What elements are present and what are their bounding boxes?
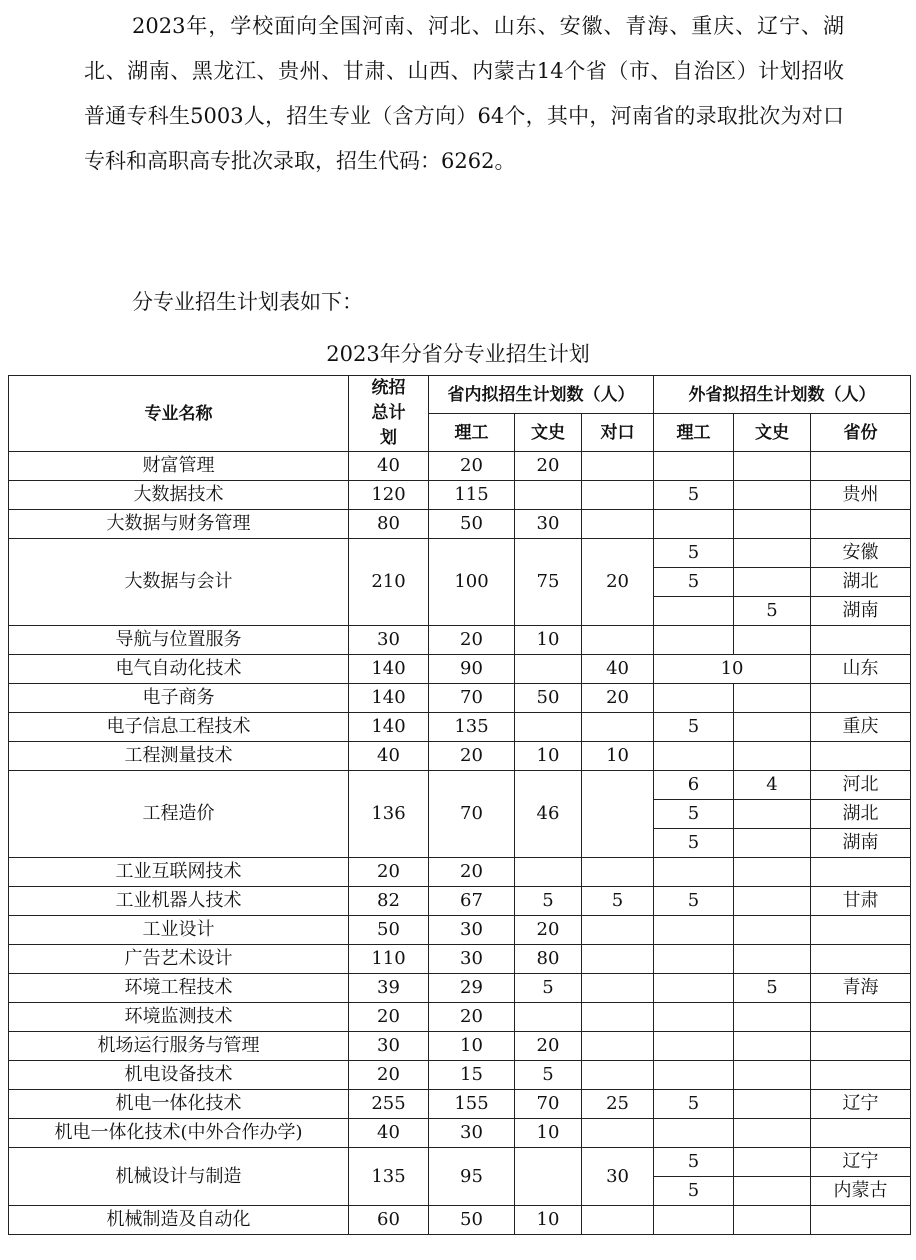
- in-vocational-cell: [582, 1119, 654, 1148]
- header-province: 省份: [811, 414, 911, 452]
- province-cell: 湖南: [811, 597, 911, 626]
- in-science-cell: 90: [429, 655, 515, 684]
- province-cell: [811, 684, 911, 713]
- out-liberal-cell: [734, 742, 811, 771]
- table-row: [9, 713, 911, 742]
- in-science-cell: 135: [429, 713, 515, 742]
- province-cell: 山东: [811, 655, 911, 684]
- major-name-cell: 工程测量技术: [9, 742, 349, 771]
- province-cell: 湖北: [811, 568, 911, 597]
- header-out-liberal: 文史: [734, 414, 811, 452]
- in-science-cell: 29: [429, 974, 515, 1003]
- in-vocational-cell: 20: [582, 684, 654, 713]
- in-vocational-cell: [582, 713, 654, 742]
- out-liberal-cell: 5: [734, 597, 811, 626]
- out-science-cell: 5: [654, 887, 734, 916]
- province-cell: 安徽: [811, 539, 911, 568]
- table-row: [9, 887, 911, 916]
- header-science: 理工: [429, 414, 515, 452]
- in-science-cell: 30: [429, 916, 515, 945]
- out-liberal-cell: [734, 452, 811, 481]
- out-liberal-cell: [734, 481, 811, 510]
- province-cell: 辽宁: [811, 1090, 911, 1119]
- table-row: [9, 1032, 911, 1061]
- total-plan-cell: 39: [349, 974, 429, 1003]
- in-science-cell: 20: [429, 858, 515, 887]
- total-plan-cell: 140: [349, 684, 429, 713]
- table-row: [9, 626, 911, 655]
- intro-paragraph: [84, 4, 844, 184]
- in-vocational-cell: [582, 974, 654, 1003]
- total-plan-cell: 60: [349, 1206, 429, 1235]
- province-cell: [811, 1061, 911, 1090]
- province-cell: [811, 452, 911, 481]
- major-name-cell: 大数据技术: [9, 481, 349, 510]
- out-liberal-cell: [734, 568, 811, 597]
- major-name-cell: 机电设备技术: [9, 1061, 349, 1090]
- major-name-cell: 机械设计与制造: [9, 1148, 349, 1206]
- in-liberal-cell: 5: [515, 974, 582, 1003]
- total-plan-cell: 20: [349, 1061, 429, 1090]
- major-name-cell: 机场运行服务与管理: [9, 1032, 349, 1061]
- out-liberal-cell: [734, 1061, 811, 1090]
- major-name-cell: 电子商务: [9, 684, 349, 713]
- major-name-cell: 工业机器人技术: [9, 887, 349, 916]
- table-row: [9, 1206, 911, 1235]
- in-science-cell: 115: [429, 481, 515, 510]
- total-plan-cell: 136: [349, 771, 429, 858]
- province-cell: [811, 1206, 911, 1235]
- in-vocational-cell: [582, 771, 654, 858]
- out-science-cell: [654, 974, 734, 1003]
- province-cell: 甘肃: [811, 887, 911, 916]
- out-liberal-cell: 5: [734, 974, 811, 1003]
- out-liberal-cell: [734, 1119, 811, 1148]
- in-vocational-cell: [582, 1032, 654, 1061]
- in-science-cell: 20: [429, 452, 515, 481]
- table-row: [9, 655, 911, 684]
- table-row: [9, 742, 911, 771]
- major-name-cell: 财富管理: [9, 452, 349, 481]
- out-science-cell: [654, 1003, 734, 1032]
- out-science-cell: 5: [654, 713, 734, 742]
- total-plan-cell: 40: [349, 1119, 429, 1148]
- total-plan-cell: 82: [349, 887, 429, 916]
- in-liberal-cell: 20: [515, 452, 582, 481]
- major-name-cell: 工程造价: [9, 771, 349, 858]
- total-plan-cell: 40: [349, 452, 429, 481]
- in-liberal-cell: 5: [515, 1061, 582, 1090]
- province-cell: 辽宁: [811, 1148, 911, 1177]
- out-science-cell: 5: [654, 1148, 734, 1177]
- in-vocational-cell: [582, 452, 654, 481]
- in-vocational-cell: [582, 916, 654, 945]
- in-liberal-cell: [515, 481, 582, 510]
- header-out-science: 理工: [654, 414, 734, 452]
- out-science-cell: [654, 1206, 734, 1235]
- table-row: [9, 481, 911, 510]
- table-row: [9, 452, 911, 481]
- in-science-cell: 20: [429, 742, 515, 771]
- out-liberal-cell: [734, 916, 811, 945]
- in-vocational-cell: 20: [582, 539, 654, 626]
- out-liberal-cell: [734, 887, 811, 916]
- in-vocational-cell: [582, 481, 654, 510]
- province-cell: 湖北: [811, 800, 911, 829]
- out-liberal-cell: [734, 1177, 811, 1206]
- in-vocational-cell: 10: [582, 742, 654, 771]
- province-cell: [811, 1119, 911, 1148]
- in-liberal-cell: 10: [515, 626, 582, 655]
- in-science-cell: 95: [429, 1148, 515, 1206]
- enrollment-plan-table: [8, 375, 911, 1235]
- out-science-cell: [654, 597, 734, 626]
- province-cell: [811, 626, 911, 655]
- out-liberal-cell: [734, 945, 811, 974]
- province-cell: [811, 916, 911, 945]
- in-science-cell: 30: [429, 945, 515, 974]
- in-liberal-cell: 5: [515, 887, 582, 916]
- province-cell: [811, 742, 911, 771]
- major-name-cell: 大数据与财务管理: [9, 510, 349, 539]
- out-liberal-cell: [734, 539, 811, 568]
- out-liberal-cell: [734, 800, 811, 829]
- header-major: 专业名称: [9, 376, 349, 452]
- out-science-cell: 5: [654, 481, 734, 510]
- out-liberal-cell: [734, 713, 811, 742]
- in-liberal-cell: 70: [515, 1090, 582, 1119]
- in-science-cell: 50: [429, 1206, 515, 1235]
- header-out-province: 外省拟招生计划数（人）: [654, 376, 911, 414]
- table-row: [9, 945, 911, 974]
- major-name-cell: 电气自动化技术: [9, 655, 349, 684]
- out-liberal-cell: [734, 626, 811, 655]
- out-science-cell: [654, 626, 734, 655]
- out-liberal-cell: 4: [734, 771, 811, 800]
- in-vocational-cell: 40: [582, 655, 654, 684]
- in-vocational-cell: 5: [582, 887, 654, 916]
- out-science-cell: [654, 452, 734, 481]
- table-row: [9, 858, 911, 887]
- in-science-cell: 20: [429, 626, 515, 655]
- header-vocational: 对口: [582, 414, 654, 452]
- out-science-cell: 5: [654, 1177, 734, 1206]
- out-liberal-cell: [734, 1003, 811, 1032]
- major-name-cell: 工业互联网技术: [9, 858, 349, 887]
- out-liberal-cell: [734, 684, 811, 713]
- table-row: [9, 916, 911, 945]
- in-vocational-cell: [582, 626, 654, 655]
- table-row: [9, 974, 911, 1003]
- in-science-cell: 70: [429, 771, 515, 858]
- out-science-cell: 5: [654, 829, 734, 858]
- province-cell: 贵州: [811, 481, 911, 510]
- in-science-cell: 100: [429, 539, 515, 626]
- header-total: 统招 总计 划: [349, 376, 429, 452]
- table-row: [9, 1119, 911, 1148]
- province-cell: [811, 510, 911, 539]
- in-vocational-cell: 30: [582, 1148, 654, 1206]
- total-plan-cell: 120: [349, 481, 429, 510]
- province-cell: 河北: [811, 771, 911, 800]
- table-row: [9, 1003, 911, 1032]
- out-science-cell: 5: [654, 800, 734, 829]
- major-name-cell: 环境监测技术: [9, 1003, 349, 1032]
- in-liberal-cell: [515, 655, 582, 684]
- in-liberal-cell: 30: [515, 510, 582, 539]
- major-name-cell: 广告艺术设计: [9, 945, 349, 974]
- out-science-cell: [654, 742, 734, 771]
- out-science-cell: [654, 1032, 734, 1061]
- in-science-cell: 67: [429, 887, 515, 916]
- in-liberal-cell: 10: [515, 1119, 582, 1148]
- major-name-cell: 电子信息工程技术: [9, 713, 349, 742]
- in-liberal-cell: 10: [515, 742, 582, 771]
- in-science-cell: 70: [429, 684, 515, 713]
- out-liberal-cell: [734, 510, 811, 539]
- out-science-cell: [654, 858, 734, 887]
- table-row: [9, 1061, 911, 1090]
- major-name-cell: 机电一体化技术: [9, 1090, 349, 1119]
- province-cell: [811, 945, 911, 974]
- out-science-cell: 5: [654, 539, 734, 568]
- in-liberal-cell: 46: [515, 771, 582, 858]
- out-liberal-cell: [734, 1090, 811, 1119]
- out-science-cell: [654, 945, 734, 974]
- in-liberal-cell: 80: [515, 945, 582, 974]
- province-cell: 重庆: [811, 713, 911, 742]
- in-liberal-cell: 75: [515, 539, 582, 626]
- in-liberal-cell: [515, 1148, 582, 1206]
- in-liberal-cell: 10: [515, 1206, 582, 1235]
- out-science-cell: 6: [654, 771, 734, 800]
- total-plan-cell: 210: [349, 539, 429, 626]
- out-science-cell: [654, 684, 734, 713]
- table-row: [9, 771, 911, 800]
- out-merged-cell: 10: [654, 655, 811, 684]
- in-science-cell: 50: [429, 510, 515, 539]
- in-vocational-cell: [582, 510, 654, 539]
- table-row: [9, 1090, 911, 1119]
- out-science-cell: [654, 916, 734, 945]
- header-in-province: 省内拟招生计划数（人）: [429, 376, 654, 414]
- table-row: [9, 684, 911, 713]
- in-vocational-cell: [582, 858, 654, 887]
- in-science-cell: 15: [429, 1061, 515, 1090]
- major-name-cell: 导航与位置服务: [9, 626, 349, 655]
- total-plan-cell: 20: [349, 1003, 429, 1032]
- in-science-cell: 155: [429, 1090, 515, 1119]
- in-liberal-cell: 50: [515, 684, 582, 713]
- province-cell: 湖南: [811, 829, 911, 858]
- total-plan-cell: 110: [349, 945, 429, 974]
- in-liberal-cell: [515, 1003, 582, 1032]
- out-science-cell: 5: [654, 1090, 734, 1119]
- major-name-cell: 大数据与会计: [9, 539, 349, 626]
- in-vocational-cell: [582, 1206, 654, 1235]
- header-liberal: 文史: [515, 414, 582, 452]
- out-liberal-cell: [734, 1032, 811, 1061]
- out-science-cell: [654, 1119, 734, 1148]
- province-cell: [811, 1003, 911, 1032]
- in-liberal-cell: 20: [515, 916, 582, 945]
- in-science-cell: 10: [429, 1032, 515, 1061]
- out-liberal-cell: [734, 858, 811, 887]
- total-plan-cell: 135: [349, 1148, 429, 1206]
- table-caption: 2023年分省分专业招生计划: [326, 342, 590, 366]
- table-row: [9, 1148, 911, 1177]
- total-plan-cell: 40: [349, 742, 429, 771]
- province-cell: 内蒙古: [811, 1177, 911, 1206]
- in-science-cell: 30: [429, 1119, 515, 1148]
- province-cell: 青海: [811, 974, 911, 1003]
- province-cell: [811, 858, 911, 887]
- in-vocational-cell: [582, 1061, 654, 1090]
- major-name-cell: 环境工程技术: [9, 974, 349, 1003]
- out-science-cell: 5: [654, 568, 734, 597]
- table-intro: 分专业招生计划表如下：: [132, 290, 363, 314]
- out-liberal-cell: [734, 829, 811, 858]
- in-vocational-cell: 25: [582, 1090, 654, 1119]
- total-plan-cell: 20: [349, 858, 429, 887]
- major-name-cell: 工业设计: [9, 916, 349, 945]
- in-liberal-cell: [515, 713, 582, 742]
- total-plan-cell: 255: [349, 1090, 429, 1119]
- intro-text: 2023年，学校面向全国河南、河北、山东、安徽、青海、重庆、辽宁、湖北、湖南、黑龙江、贵州、甘肃、山西、内蒙古14个省（市、自治区）计划招收普通专科生5003人，招生专业（含方向）64个，其中，河南省的录取批次为对口专科和高职高专批次录取，招生代码：6262。: [84, 14, 844, 173]
- out-science-cell: [654, 1061, 734, 1090]
- out-liberal-cell: [734, 1148, 811, 1177]
- total-plan-cell: 50: [349, 916, 429, 945]
- in-vocational-cell: [582, 945, 654, 974]
- total-plan-cell: 140: [349, 655, 429, 684]
- in-vocational-cell: [582, 1003, 654, 1032]
- in-liberal-cell: [515, 858, 582, 887]
- total-plan-cell: 140: [349, 713, 429, 742]
- in-science-cell: 20: [429, 1003, 515, 1032]
- out-science-cell: [654, 510, 734, 539]
- table-row: [9, 510, 911, 539]
- total-plan-cell: 30: [349, 626, 429, 655]
- province-cell: [811, 1032, 911, 1061]
- out-liberal-cell: [734, 1206, 811, 1235]
- major-name-cell: 机电一体化技术(中外合作办学): [9, 1119, 349, 1148]
- major-name-cell: 机械制造及自动化: [9, 1206, 349, 1235]
- in-liberal-cell: 20: [515, 1032, 582, 1061]
- total-plan-cell: 80: [349, 510, 429, 539]
- total-plan-cell: 30: [349, 1032, 429, 1061]
- table-row: [9, 539, 911, 568]
